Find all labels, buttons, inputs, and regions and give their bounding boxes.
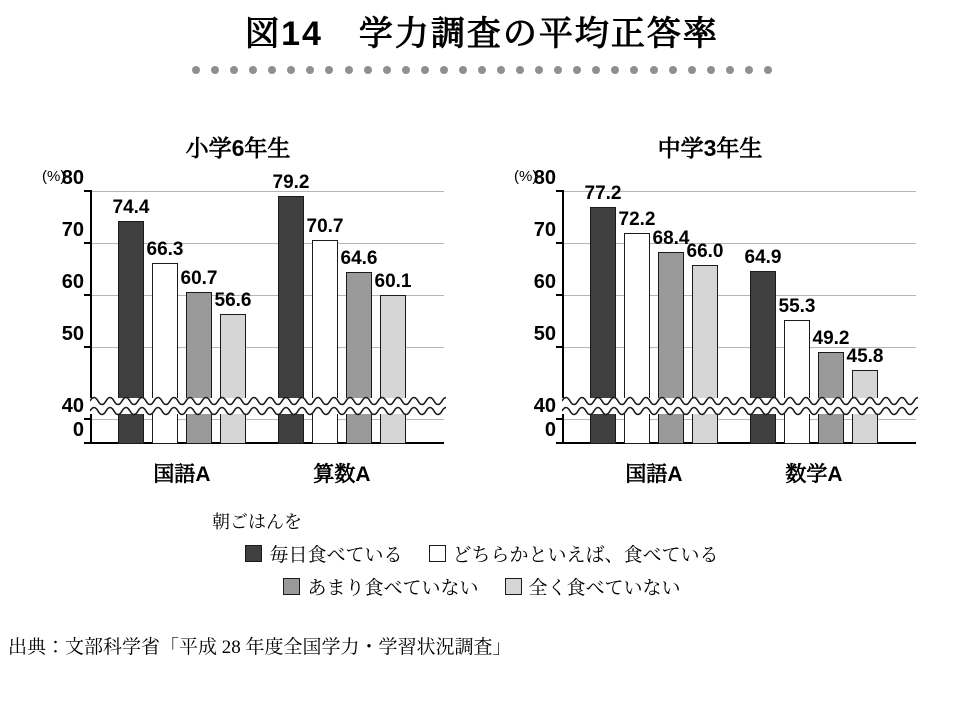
bar-value-label: 64.9	[744, 246, 782, 268]
bar	[618, 208, 656, 444]
rule-dot	[306, 66, 314, 74]
legend-swatch	[245, 545, 262, 562]
y-tick-mark	[84, 346, 92, 348]
bar-value-label: 70.7	[306, 216, 344, 238]
rule-dot	[211, 66, 219, 74]
bar	[744, 246, 782, 444]
legend-label: 全く食べていない	[528, 578, 681, 599]
bar-value-label: 72.2	[618, 208, 656, 230]
y-tick-mark	[556, 418, 564, 420]
rule-dot	[611, 66, 619, 74]
bar	[778, 296, 816, 444]
rule-dot	[402, 66, 410, 74]
rule-dot	[230, 66, 238, 74]
y-axis-tick-label: 0	[72, 419, 84, 442]
y-axis-tick-label: 80	[533, 167, 556, 190]
y-tick-mark	[556, 190, 564, 192]
rule-dot	[287, 66, 295, 74]
legend-label: あまり食べていない	[307, 578, 479, 599]
legend	[0, 508, 964, 600]
rule-dot	[440, 66, 448, 74]
y-axis-tick-label: 40	[61, 394, 84, 417]
y-axis-tick-label: 60	[533, 271, 556, 294]
legend-row-primary	[0, 540, 964, 567]
y-tick-mark	[84, 242, 92, 244]
rule-dot	[459, 66, 467, 74]
rule-dot	[554, 66, 562, 74]
y-tick-mark	[84, 442, 92, 444]
y-axis-tick-label: 70	[533, 219, 556, 242]
legend-item	[505, 573, 681, 600]
bar-value-label: 74.4	[112, 197, 150, 219]
bar	[652, 228, 690, 444]
rule-dot	[364, 66, 372, 74]
rule-dot	[249, 66, 257, 74]
legend-swatch	[283, 578, 300, 595]
bar-value-label: 79.2	[272, 172, 310, 194]
x-axis-category-label: 国語A	[153, 463, 211, 486]
bar-value-label: 77.2	[584, 182, 622, 204]
rule-dot	[325, 66, 333, 74]
y-tick-mark	[556, 442, 564, 444]
bar-value-label: 60.1	[374, 271, 412, 293]
rule-dot	[345, 66, 353, 74]
gridline	[564, 243, 916, 244]
bar-value-label: 49.2	[812, 328, 850, 350]
gridline	[92, 243, 444, 244]
rule-dot	[497, 66, 505, 74]
plot-area-junior	[533, 167, 916, 486]
bar	[214, 289, 252, 444]
bar	[180, 268, 218, 444]
y-axis-tick-label: 80	[61, 167, 84, 190]
rule-dot	[383, 66, 391, 74]
rule-dot	[192, 66, 200, 74]
bar-value-label: 60.7	[180, 268, 218, 290]
decorative-dot-rule	[192, 65, 772, 75]
bar	[846, 345, 884, 444]
rule-dot	[535, 66, 543, 74]
bar-value-label: 55.3	[778, 296, 816, 318]
bar-value-label: 68.4	[652, 228, 690, 250]
gridline	[92, 191, 444, 192]
bar-value-label: 66.3	[146, 239, 184, 261]
y-tick-mark	[556, 242, 564, 244]
rule-dot	[516, 66, 524, 74]
rule-dot	[650, 66, 658, 74]
chart-panel-elementary	[18, 130, 458, 500]
x-axis-category-label: 国語A	[625, 463, 683, 486]
rule-dot	[573, 66, 581, 74]
rule-dot	[592, 66, 600, 74]
y-axis-tick-label: 40	[533, 394, 556, 417]
x-axis-category-label: 数学A	[785, 463, 843, 486]
bar	[146, 239, 184, 444]
rule-dot	[630, 66, 638, 74]
bar-value-label: 64.6	[340, 248, 378, 270]
bar	[306, 216, 344, 444]
bar-value-label: 45.8	[846, 345, 884, 367]
bar-value-label: 66.0	[686, 240, 724, 262]
y-axis-unit-left: (%)	[42, 168, 66, 185]
rule-dot	[745, 66, 753, 74]
y-tick-mark	[84, 418, 92, 420]
legend-item	[429, 540, 719, 567]
y-axis-tick-label: 50	[61, 323, 84, 346]
page-title: 図14 学力調査の平均正答率	[245, 15, 719, 53]
rule-dot	[669, 66, 677, 74]
legend-row-secondary	[0, 573, 964, 600]
rule-dot	[726, 66, 734, 74]
bar	[812, 328, 850, 444]
y-tick-mark	[556, 346, 564, 348]
bar	[272, 172, 310, 444]
bar-value-label: 56.6	[214, 289, 252, 311]
legend-swatch	[505, 578, 522, 595]
rule-dot	[268, 66, 276, 74]
rule-dot	[707, 66, 715, 74]
bar	[686, 240, 724, 444]
bar	[112, 197, 150, 444]
y-axis-unit-right: (%)	[514, 168, 538, 185]
chart-panel-junior	[490, 130, 930, 500]
rule-dot	[478, 66, 486, 74]
rule-dot	[764, 66, 772, 74]
rule-dot	[688, 66, 696, 74]
bar	[340, 248, 378, 444]
legend-label: どちらかといえば、食べている	[452, 545, 719, 566]
bar	[374, 271, 412, 444]
y-axis-tick-label: 70	[61, 219, 84, 242]
legend-caption: 朝ごはんを	[212, 512, 302, 532]
y-axis-tick-label: 60	[61, 271, 84, 294]
y-tick-mark	[84, 190, 92, 192]
legend-item	[245, 540, 402, 567]
y-axis-tick-label: 50	[533, 323, 556, 346]
legend-item	[283, 573, 478, 600]
rule-dot	[421, 66, 429, 74]
plot-area-elementary	[61, 167, 444, 486]
chart-title-junior: 中学3年生	[657, 135, 763, 161]
bar	[584, 182, 622, 444]
y-tick-mark	[556, 294, 564, 296]
source-note: 出典：文部科学省「平成 28 年度全国学力・学習状況調査」	[8, 637, 512, 658]
legend-label: 毎日食べている	[269, 545, 403, 566]
x-axis-category-label: 算数A	[313, 463, 371, 486]
title-block	[0, 14, 964, 75]
y-tick-mark	[84, 294, 92, 296]
chart-title-elementary: 小学6年生	[185, 135, 291, 161]
y-axis-tick-label: 0	[544, 419, 556, 442]
legend-swatch	[429, 545, 446, 562]
gridline	[564, 295, 916, 296]
